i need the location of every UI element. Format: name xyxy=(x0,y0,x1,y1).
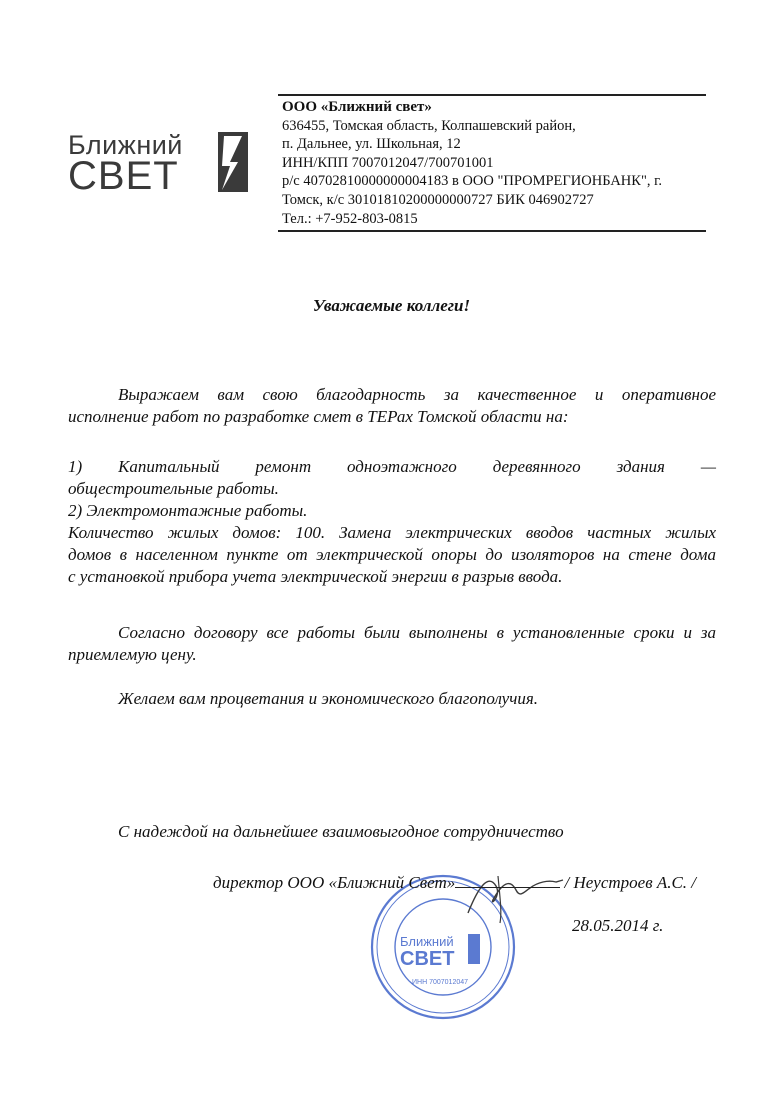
corr-account: Томск, к/с 30101810200000000727 БИК 046902727 xyxy=(282,191,594,208)
inn-kpp: ИНН/КПП 7007012047/700701001 xyxy=(282,154,494,171)
thanks-line1: Выражаем вам свою благодарность за качественное и оперативное xyxy=(118,385,716,404)
item2-desc-line3: с установкой прибора учета электрической энергии в разрыв ввода. xyxy=(68,567,563,586)
phone: Тел.: +7-952-803-0815 xyxy=(282,210,418,227)
director-title: директор ООО «Ближний Свет» xyxy=(213,873,456,892)
director-name: / Неустроев А.С. / xyxy=(564,873,697,892)
director-line xyxy=(213,873,696,893)
item1-line2: общестроительные работы. xyxy=(68,479,279,498)
stamp-logo-line1: Ближний xyxy=(400,934,454,949)
closing-line: С надеждой на дальнейшее взаимовыгодное сотрудничество xyxy=(118,822,564,841)
logo-line2: СВЕТ xyxy=(68,154,179,198)
paragraph-terms xyxy=(68,622,716,666)
stamp-inn: ИНН 7007012047 xyxy=(412,979,469,986)
logo-lightning-mark xyxy=(218,132,248,192)
work-list xyxy=(68,456,716,588)
terms-line1: Согласно договору все работы были выполнены в установленные сроки и за xyxy=(118,623,716,642)
company-name: ООО «Ближний свет» xyxy=(282,99,432,115)
signature-line xyxy=(455,873,560,888)
header-top-rule xyxy=(278,94,706,96)
address-line1: 636455, Томская область, Колпашевский район, xyxy=(282,117,576,134)
thanks-line2: исполнение работ по разработке смет в ТЕРах Томской области на: xyxy=(68,407,569,426)
paragraph-thanks xyxy=(68,384,716,428)
greeting: Уважаемые коллеги! xyxy=(312,296,471,315)
bank-account: р/с 40702810000000004183 в ООО "ПРОМРЕГИОНБАНК", г. xyxy=(282,173,663,190)
item2-title: 2) Электромонтажные работы. xyxy=(68,501,308,520)
terms-line2: приемлемую цену. xyxy=(68,645,197,664)
stamp-logo-line2: СВЕТ xyxy=(400,948,455,970)
company-requisites xyxy=(282,98,662,228)
paragraph-wishes xyxy=(118,688,718,710)
wishes-line: Желаем вам процветания и экономического благополучия. xyxy=(118,689,538,708)
letter-date: 28.05.2014 г. xyxy=(572,916,664,935)
item2-desc-line2: домов в населенном пункте от электрической опоры до изоляторов на стене дома xyxy=(68,545,716,564)
company-logo xyxy=(68,128,244,198)
address-line2: п. Дальнее, ул. Школьная, 12 xyxy=(282,136,461,153)
header-bottom-rule xyxy=(278,230,706,232)
item2-desc-line1: Количество жилых домов: 100. Замена электрических вводов частных жилых xyxy=(68,523,716,542)
item1-line1: 1) Капитальный ремонт одноэтажного деревянного здания — xyxy=(68,457,716,476)
logo-line1: Ближний xyxy=(68,130,183,160)
